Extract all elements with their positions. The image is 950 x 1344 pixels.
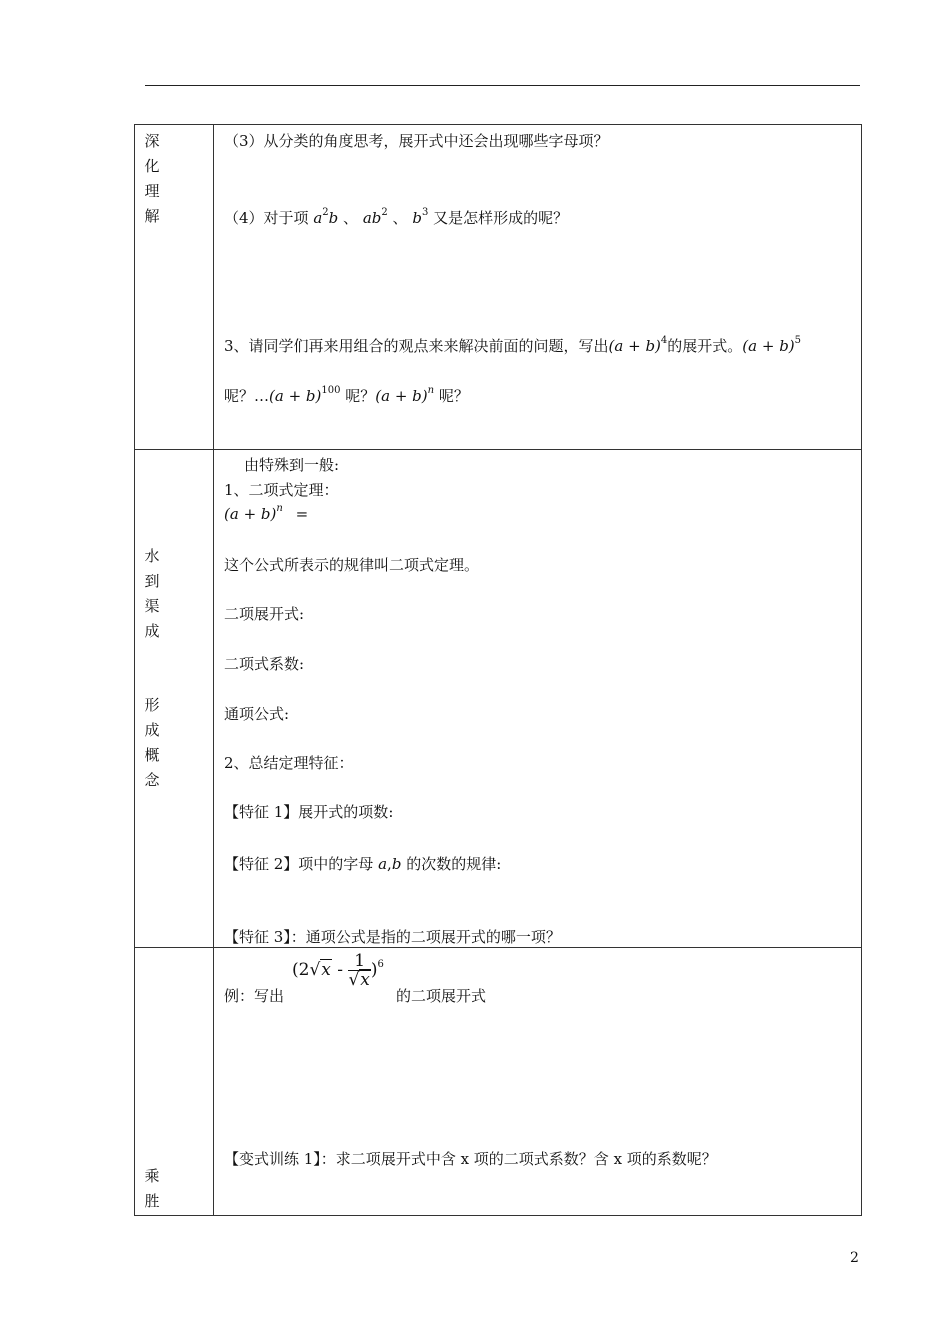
main-cell-1 [214,125,862,450]
expansion-label: 二项展开式: [224,605,305,623]
side-label-deepen: 深 化 理 解 [144,132,160,225]
page-number: 2 [850,1250,859,1266]
header-rule [145,85,860,86]
formula-a-plus-b-5: $(a + b)^5$ [742,335,802,355]
side-label-victory: 乘 胜 [144,1167,160,1210]
variant-training-1: 【变式训练 1】：求二项展开式中含 x 项的二项式系数？含 x 项的系数呢？ [224,1150,717,1168]
term-a2b: $a^2b$ [313,207,339,227]
question-4: （4）对于项 $a^2b$ 、 $ab^2$ 、 $b^3$ 又是怎样形成的呢？ [224,207,569,227]
question-3: （3）从分类的角度思考，展开式中还会出现哪些字母项？ [224,132,609,150]
general-term-label: 通项公式: [224,705,290,723]
row-deepen-understanding [135,125,862,450]
intro-text: 由特殊到一般: [244,456,340,474]
side-cell-3 [135,948,214,1216]
example-prefix: 例：写出 [224,987,285,1005]
letters-a-b: a,b [378,855,402,873]
formula-a-plus-b-4: $(a + b)^4$ [608,335,668,355]
side-label-water: 水 到 渠 成 [144,547,160,640]
ellipsis: … [254,387,270,405]
feature-2: 【特征 2】项中的字母 a,b 的次数的规律: [224,855,502,873]
item-3-line2: 呢？…(a + b)$^{100}$ 呢？$(a + b)^n$ 呢？ [224,385,469,405]
term-b3: $b^3$ [412,207,429,227]
row-example [135,948,862,1216]
formula-a-plus-b-n: $(a + b)^n$ [375,385,435,405]
example-suffix: 的二项展开式 [396,987,487,1005]
binomial-formula: $(a + b)^n$ = [224,503,309,523]
example-formula: (2√x - $\frac{1}{√x}$ )$^6$ [292,951,384,990]
row-form-concept [135,450,862,948]
main-cell-2 [214,450,862,948]
term-ab2: $ab^2$ [362,207,388,227]
lesson-table [134,124,862,1216]
formula-a-plus-b-100: $(a + b)^{100}$ [269,385,341,405]
side-label-concept: 形 成 概 念 [144,696,160,789]
item-1-title: 1、二项式定理： [224,481,339,499]
feature-1: 【特征 1】展开式的项数: [224,803,394,821]
coefficient-label: 二项式系数: [224,655,305,673]
main-cell-3 [214,948,862,1216]
item-3-line1: 3、请同学们再来用组合的观点来来解决前面的问题，写出$(a + b)^4$的展开式。$(a + b)^5$ [224,335,802,355]
item-2-title: 2、总结定理特征： [224,754,354,772]
theorem-description: 这个公式所表示的规律叫二项式定理。 [224,556,480,574]
side-cell-1 [135,125,214,450]
feature-3: 【特征 3】：通项公式是指的二项展开式的哪一项？ [224,928,561,946]
side-cell-2 [135,450,214,948]
